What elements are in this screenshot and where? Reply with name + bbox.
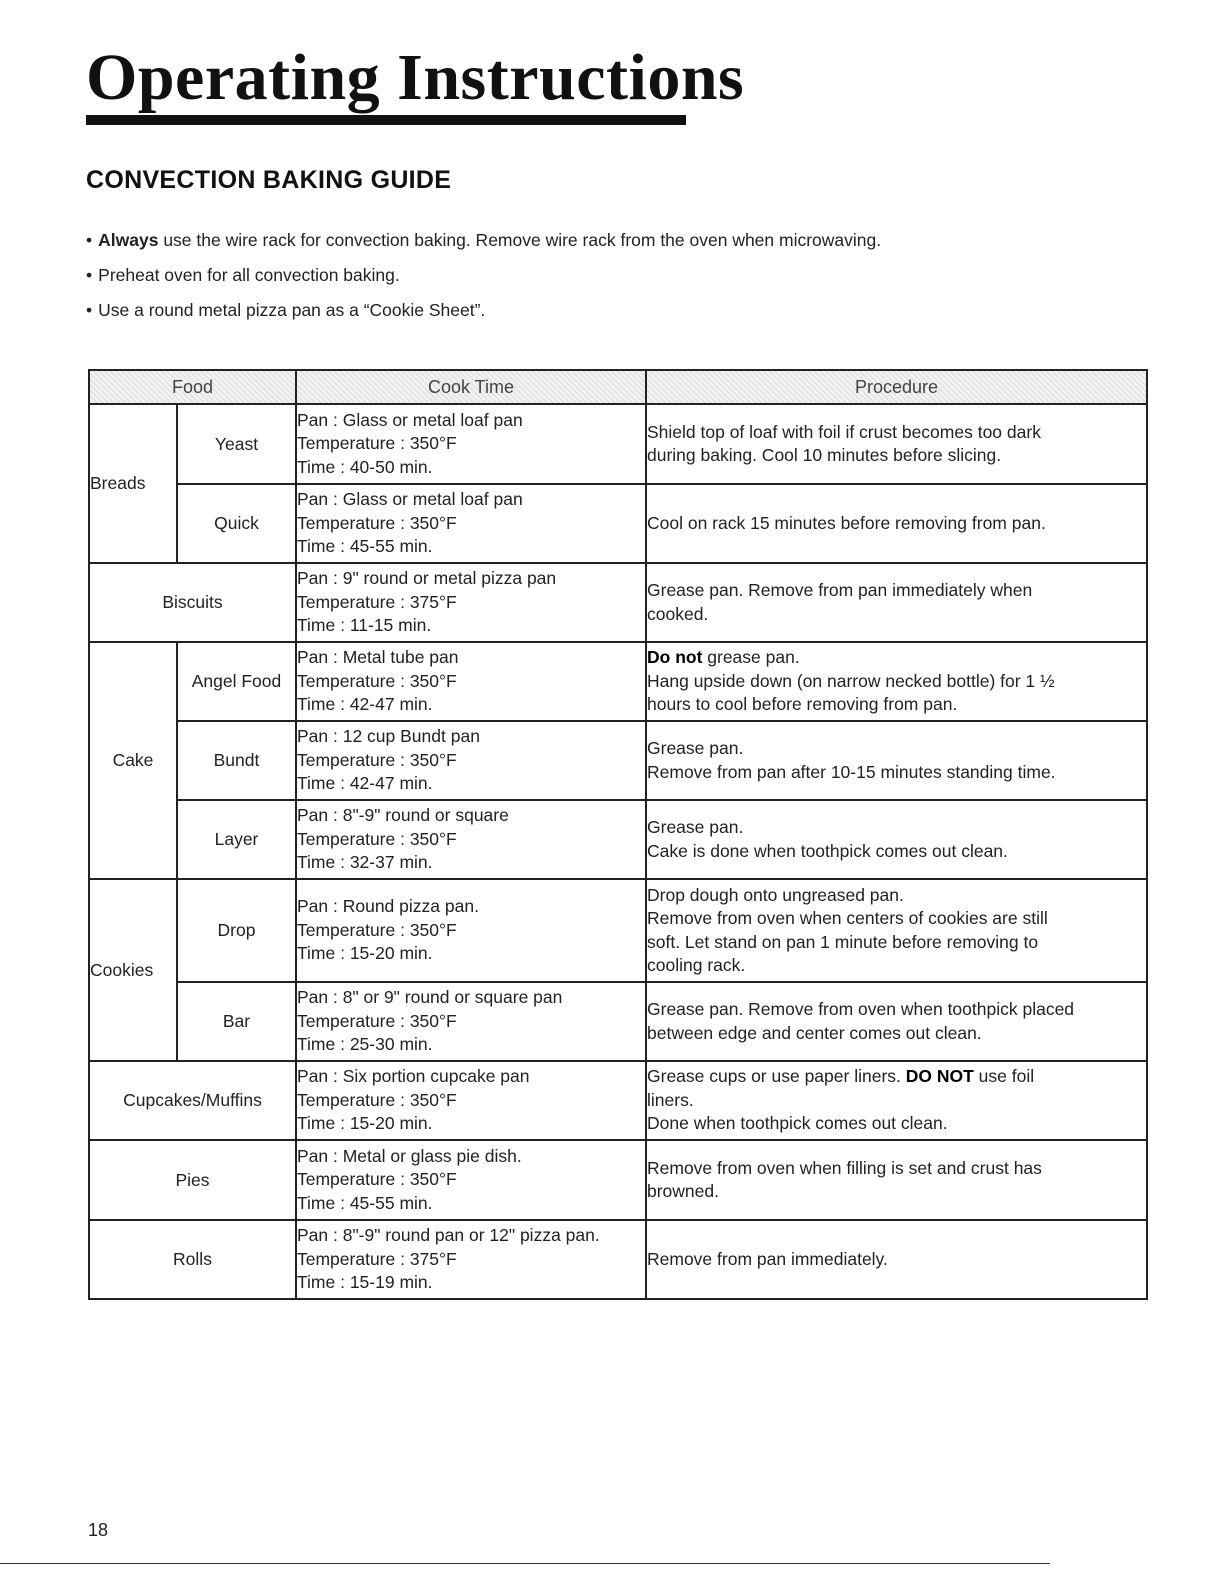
time-text: Time : 40-50 min.	[297, 456, 433, 477]
time-text: Time : 15-20 min.	[297, 1113, 433, 1134]
procedure-line: during baking. Cool 10 minutes before slicing.	[647, 445, 1002, 465]
procedure-line	[647, 646, 1146, 670]
table-row	[89, 879, 1147, 982]
procedure-line: Remove from oven when filling is set and crust has	[647, 1157, 1042, 1178]
procedure-line: Cool on rack 15 minutes before removing from pan.	[647, 512, 1046, 533]
table-row	[89, 642, 1147, 721]
time-text: Time : 32-37 min.	[297, 852, 433, 873]
table-row	[89, 404, 1147, 484]
temperature-text: Temperature : 375°F	[297, 1248, 457, 1269]
time-text: Time : 45-55 min.	[297, 536, 433, 557]
time-text: Time : 42-47 min.	[297, 773, 433, 794]
category-cell: Cookies	[89, 879, 177, 1061]
subcategory-cell: Quick	[177, 484, 296, 563]
procedure-cell	[646, 800, 1147, 879]
pan-text: Pan : 8"-9" round or square	[297, 805, 509, 826]
procedure-line: Grease pan.	[647, 738, 744, 758]
temperature-text: Temperature : 375°F	[297, 591, 457, 612]
procedure-cell	[646, 404, 1147, 484]
category-cell: Breads	[89, 404, 177, 563]
subcategory-cell: Yeast	[177, 404, 296, 484]
bullet-list	[86, 230, 881, 335]
bullet-item: • Use a round metal pizza pan as a “Cookie Sheet”.	[86, 300, 486, 320]
bullet-text: Preheat oven for all convection baking.	[98, 265, 400, 285]
pan-text: Pan : Metal or glass pie dish.	[297, 1145, 522, 1166]
procedure-cell	[646, 1061, 1147, 1140]
temperature-text: Temperature : 350°F	[297, 828, 457, 849]
procedure-cell	[646, 642, 1147, 721]
bullet-item: • Always use the wire rack for convection baking. Remove wire rack from the oven when microwaving.	[86, 230, 882, 250]
pan-text: Pan : Six portion cupcake pan	[297, 1066, 530, 1087]
procedure-line: Hang upside down (on narrow necked bottle) for 1 ½	[647, 670, 1055, 691]
category-cell: Rolls	[89, 1220, 296, 1299]
pan-text: Pan : 12 cup Bundt pan	[297, 726, 480, 747]
temperature-text: Temperature : 350°F	[297, 512, 457, 533]
pan-text: Pan : Glass or metal loaf pan	[297, 409, 523, 430]
bullet-item: • Preheat oven for all convection baking.	[86, 265, 400, 285]
temperature-text: Temperature : 350°F	[297, 1010, 457, 1031]
table-header-row	[89, 370, 1147, 404]
procedure-text: grease pan.	[702, 647, 800, 668]
cook-time-cell	[296, 642, 646, 721]
procedure-emphasis: DO NOT	[905, 1066, 974, 1087]
table-row	[89, 1220, 1147, 1299]
procedure-line: liners.	[647, 1089, 694, 1110]
header-procedure: Procedure	[646, 370, 1147, 404]
bullet-text: use the wire rack for convection baking. Remove wire rack from the oven when microwaving.	[158, 230, 882, 250]
procedure-line: between edge and center comes out clean.	[647, 1022, 982, 1043]
table-row	[89, 721, 1147, 800]
procedure-cell	[646, 721, 1147, 800]
subcategory-cell: Drop	[177, 879, 296, 982]
table-row	[89, 800, 1147, 879]
subcategory-cell: Angel Food	[177, 642, 296, 721]
cook-time-cell	[296, 800, 646, 879]
table-row	[89, 1140, 1147, 1220]
temperature-text: Temperature : 350°F	[297, 670, 457, 691]
procedure-line	[647, 1065, 1146, 1089]
cook-time-cell	[296, 982, 646, 1061]
cook-time-cell	[296, 563, 646, 642]
temperature-text: Temperature : 350°F	[297, 749, 457, 770]
procedure-text: use foil	[973, 1066, 1035, 1087]
procedure-cell	[646, 484, 1147, 563]
table-row	[89, 1061, 1147, 1140]
pan-text: Pan : Round pizza pan.	[297, 896, 479, 917]
procedure-line: Drop dough onto ungreased pan.	[647, 884, 904, 905]
time-text: Time : 15-19 min.	[297, 1272, 433, 1293]
cook-time-cell	[296, 721, 646, 800]
procedure-line: Done when toothpick comes out clean.	[647, 1113, 948, 1134]
pan-text: Pan : Metal tube pan	[297, 647, 459, 668]
subcategory-cell: Bar	[177, 982, 296, 1061]
time-text: Time : 45-55 min.	[297, 1192, 433, 1213]
procedure-line: Grease pan.	[647, 817, 744, 837]
table-row	[89, 484, 1147, 563]
procedure-cell	[646, 982, 1147, 1061]
time-text: Time : 15-20 min.	[297, 943, 433, 964]
procedure-line: cooling rack.	[647, 955, 746, 975]
baking-guide-table	[88, 369, 1148, 1300]
category-cell: Biscuits	[89, 563, 296, 642]
procedure-line: Remove from pan immediately.	[647, 1248, 888, 1269]
table-row	[89, 563, 1147, 642]
procedure-cell	[646, 563, 1147, 642]
header-cook-time: Cook Time	[296, 370, 646, 404]
table-row	[89, 982, 1147, 1061]
pan-text: Pan : 9" round or metal pizza pan	[297, 568, 557, 589]
procedure-line: Remove from oven when centers of cookies are still	[647, 908, 1048, 928]
procedure-cell	[646, 879, 1147, 982]
procedure-line: browned.	[647, 1181, 719, 1201]
bullet-emphasis: Always	[98, 230, 159, 250]
header-food: Food	[89, 370, 296, 404]
procedure-line: Cake is done when toothpick comes out clean.	[647, 840, 1008, 861]
subcategory-cell: Bundt	[177, 721, 296, 800]
title-underline	[86, 115, 686, 125]
temperature-text: Temperature : 350°F	[297, 433, 457, 454]
temperature-text: Temperature : 350°F	[297, 919, 457, 940]
pan-text: Pan : Glass or metal loaf pan	[297, 489, 523, 510]
procedure-line: Grease pan. Remove from oven when toothpick placed	[647, 999, 1075, 1019]
pan-text: Pan : 8"-9" round pan or 12" pizza pan.	[297, 1225, 600, 1246]
procedure-line: Shield top of loaf with foil if crust becomes too dark	[647, 421, 1041, 442]
cook-time-cell	[296, 879, 646, 982]
page-title: Operating Instructions	[86, 41, 745, 114]
procedure-emphasis: Do not	[647, 647, 703, 668]
subcategory-cell: Layer	[177, 800, 296, 879]
procedure-line: cooked.	[647, 603, 709, 624]
cook-time-cell	[296, 404, 646, 484]
pan-text: Pan : 8" or 9" round or square pan	[297, 987, 563, 1008]
procedure-line: Remove from pan after 10-15 minutes standing time.	[647, 761, 1056, 782]
time-text: Time : 25-30 min.	[297, 1034, 433, 1055]
section-heading: CONVECTION BAKING GUIDE	[86, 166, 452, 194]
procedure-line: hours to cool before removing from pan.	[647, 694, 958, 715]
category-cell: Pies	[89, 1140, 296, 1220]
time-text: Time : 42-47 min.	[297, 694, 433, 715]
procedure-line: soft. Let stand on pan 1 minute before removing to	[647, 931, 1039, 952]
temperature-text: Temperature : 350°F	[297, 1169, 457, 1190]
category-cell: Cake	[89, 642, 177, 879]
cook-time-cell	[296, 484, 646, 563]
procedure-text: Grease cups or use paper liners.	[647, 1066, 906, 1087]
page-number: 18	[88, 1520, 109, 1540]
time-text: Time : 11-15 min.	[297, 615, 432, 636]
cook-time-cell	[296, 1220, 646, 1299]
category-cell: Cupcakes/Muffins	[89, 1061, 296, 1140]
procedure-cell	[646, 1220, 1147, 1299]
procedure-cell	[646, 1140, 1147, 1220]
cook-time-cell	[296, 1140, 646, 1220]
cook-time-cell	[296, 1061, 646, 1140]
temperature-text: Temperature : 350°F	[297, 1089, 457, 1110]
bullet-text: Use a round metal pizza pan as a “Cookie Sheet”.	[98, 300, 486, 320]
footer-divider	[0, 1563, 1050, 1564]
procedure-line: Grease pan. Remove from pan immediately when	[647, 580, 1033, 600]
